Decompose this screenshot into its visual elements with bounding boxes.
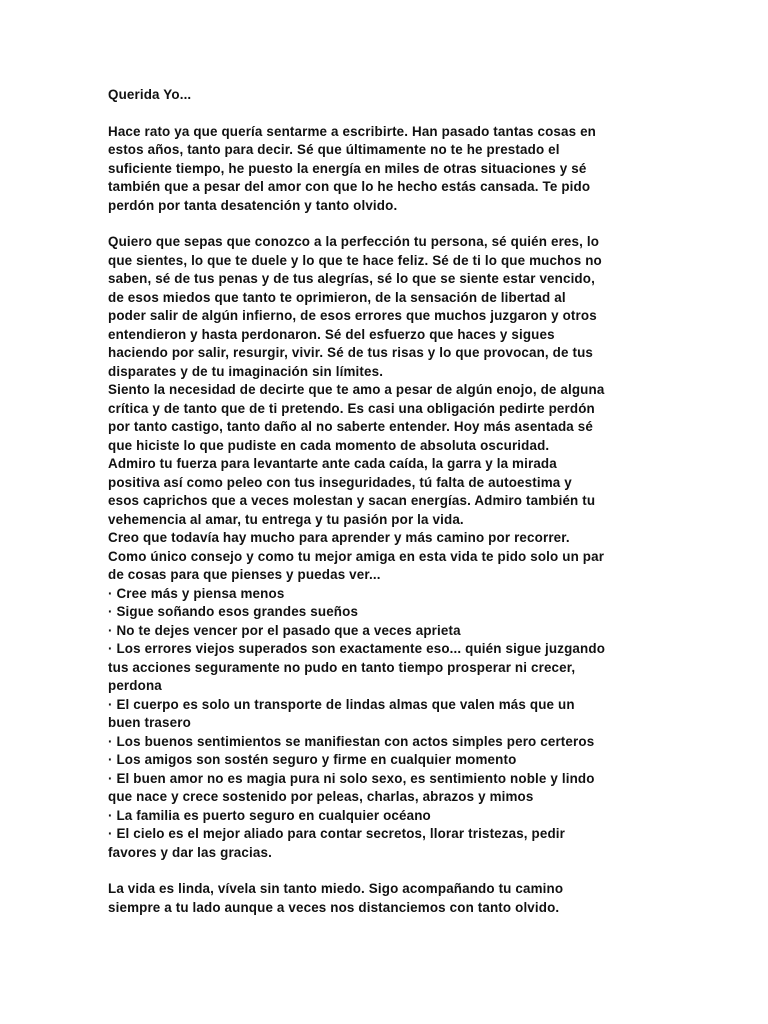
paragraph-line: Hace rato ya que quería sentarme a escribirte. Han pasado tantas cosas en <box>108 123 597 139</box>
paragraph-line: Siento la necesidad de decirte que te amo a pesar de algún enojo, de alguna <box>108 382 605 397</box>
paragraph-line: de esos miedos que tanto te oprimieron, de la sensación de libertad al <box>108 289 566 305</box>
list-item: · El buen amor no es magia pura ni solo sexo, es sentimiento noble y lindo <box>108 770 595 786</box>
list-item-continuation: buen trasero <box>108 715 191 730</box>
letter-paragraph-3 <box>108 880 678 917</box>
paragraph-line: vehemencia al amar, tu entrega y tu pasión por la vida. <box>108 511 464 527</box>
list-item: · El cielo es el mejor aliado para contar secretos, llorar tristezas, pedir <box>108 826 566 841</box>
list-item: · Sigue soñando esos grandes sueños <box>108 604 359 619</box>
paragraph-line: también que a pesar del amor con que lo he hecho estás cansada. Te pido <box>108 179 591 194</box>
paragraph-line: siempre a tu lado aunque a veces nos distanciemos con tanto olvido. <box>108 899 560 915</box>
paragraph-line: Creo que todavía hay mucho para aprender y más camino por recorrer. <box>108 530 570 545</box>
paragraph-line: de cosas para que pienses y puedas ver... <box>108 567 381 582</box>
paragraph-line: Como único consejo y como tu mejor amiga en esta vida te pido solo un par <box>108 548 605 564</box>
letter-salutation <box>108 86 678 105</box>
list-item: · Los amigos son sostén seguro y firme en cualquier momento <box>108 752 517 767</box>
paragraph-line: que hiciste lo que pudiste en cada momento de absoluta oscuridad. <box>108 437 550 453</box>
paragraph-line: haciendo por salir, resurgir, vivir. Sé de tus risas y lo que provocan, de tus <box>108 345 593 360</box>
paragraph-line: esos caprichos que a veces molestan y sacan energías. Admiro también tu <box>108 493 596 508</box>
list-item: · No te dejes vencer por el pasado que a veces aprieta <box>108 622 461 638</box>
list-item: · La familia es puerto seguro en cualquier océano <box>108 807 431 823</box>
letter-page <box>108 86 678 917</box>
paragraph-line: suficiente tiempo, he puesto la energía en miles de otras situaciones y sé <box>108 160 587 176</box>
salutation-line: Querida Yo... <box>108 87 192 102</box>
list-item-continuation: perdona <box>108 678 162 693</box>
paragraph-line: poder salir de algún infierno, de esos errores que muchos juzgaron y otros <box>108 308 597 323</box>
list-item: · El cuerpo es solo un transporte de lindas almas que valen más que un <box>108 696 575 712</box>
list-item: · Los errores viejos superados son exactamente eso... quién sigue juzgando <box>108 641 606 656</box>
letter-paragraph-1 <box>108 123 678 216</box>
list-item: · Cree más y piensa menos <box>108 585 285 601</box>
list-item-continuation: tus acciones seguramente no pudo en tanto tiempo prosperar ni crecer, <box>108 659 576 675</box>
paragraph-line: disparates y de tu imaginación sin límites. <box>108 363 384 379</box>
paragraph-line: estos años, tanto para decir. Sé que últimamente no te he prestado el <box>108 142 560 157</box>
paragraph-line: Quiero que sepas que conozco a la perfección tu persona, sé quién eres, lo <box>108 234 600 249</box>
list-item: · Los buenos sentimientos se manifiestan con actos simples pero certeros <box>108 733 595 749</box>
list-item-continuation: que nace y crece sostenido por peleas, charlas, abrazos y mimos <box>108 789 534 804</box>
paragraph-line: que sientes, lo que te duele y lo que te hace feliz. Sé de ti lo que muchos no <box>108 252 602 268</box>
paragraph-line: Admiro tu fuerza para levantarte ante cada caída, la garra y la mirada <box>108 456 557 471</box>
list-item-continuation: favores y dar las gracias. <box>108 844 272 860</box>
paragraph-line: positiva así como peleo con tus inseguridades, tú falta de autoestima y <box>108 474 572 490</box>
paragraph-line: perdón por tanta desatención y tanto olvido. <box>108 197 398 213</box>
letter-paragraph-2 <box>108 233 678 862</box>
paragraph-line: entendieron y hasta perdonaron. Sé del esfuerzo que haces y sigues <box>108 326 555 342</box>
paragraph-line: crítica y de tanto que de ti pretendo. Es casi una obligación pedirte perdón <box>108 400 595 416</box>
paragraph-line: saben, sé de tus penas y de tus alegrías, sé lo que se siente estar vencido, <box>108 271 595 286</box>
paragraph-line: por tanto castigo, tanto daño al no saberte entender. Hoy más asentada sé <box>108 419 593 434</box>
paragraph-line: La vida es linda, vívela sin tanto miedo. Sigo acompañando tu camino <box>108 881 564 896</box>
